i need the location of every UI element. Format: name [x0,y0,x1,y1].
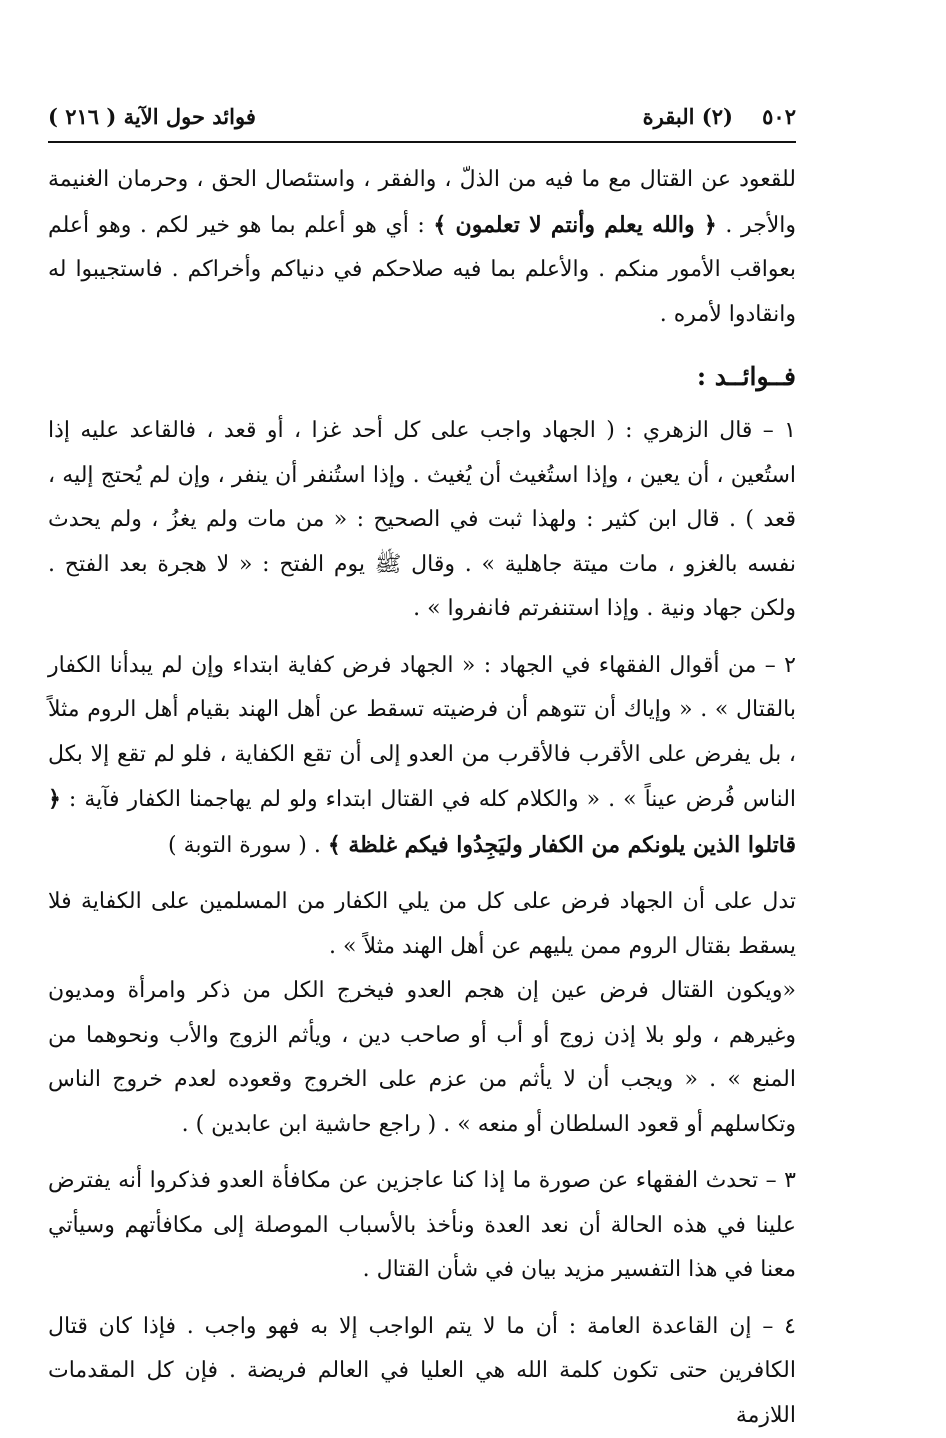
quran-verse-tawba: ﴿ قاتلوا الذين يلونكم من الكفار وليَجِدُوا فيكم غلظة ﴾ [48,786,796,858]
section-heading: فــوائــد : [48,355,796,399]
benefit-3: ٣ – تحدث الفقهاء عن صورة ما إذا كنا عاجزين عن مكافأة العدو فذكروا أنه يفترض علينا في هذه الحالة أن نعد العدة ونأخذ بالأسباب الموصلة إلى مكافأتهم وسيأتي معنا في هذا التفسير مزيد بيان في شأن القتال . [48,1159,796,1293]
benefit-2 [48,644,796,869]
header-divider [48,141,796,143]
quran-verse: ﴿ والله يعلم وأنتم لا تعلمون ﴾ [433,212,716,238]
paragraph-4: «ويكون القتال فرض عين إن هجم العدو فيخرج الكل من ذكر وامرأة ومديون وغيرهم ، ولو بلا إذن زوج أو أب أو صاحب دين ، ويأثم الزوج والأب ونحوهما من المنع » . « ويجب أن لا يأثم من عزم على الخروج وقعوده لعدم خروج الناس وتكاسلهم أو قعود السلطان أو منعه » . ( راجع حاشية ابن عابدين ) . [48,969,796,1147]
intro-text-a: للقعود عن القتال مع ما فيه من الذلّ ، والفقر ، واستئصال الحق ، وحرمان الغنيمة والأجر . [48,167,796,238]
intro-text-b: : أي هو أعلم بما هو خير لكم . وهو أعلم بعواقب الأمور منكم . والأعلم بما فيه صلاحكم في دنياكم وأخراكم . فاستجيبوا له وانقادوا لأمره . [48,213,796,327]
page-number: ٥٠٢ [762,104,796,129]
benefit-2-text-b: . ( سورة التوبة ) [168,833,321,858]
sura-name: (٢) البقرة [643,104,733,129]
page-header [48,96,796,136]
benefit-4: ٤ – إن القاعدة العامة : أن ما لا يتم الواجب إلا به فهو واجب . فإذا كان قتال الكافرين حتى تكون كلمة الله هي العليا في العالم فريضة . فإن كل المقدمات اللازمة [48,1305,796,1438]
intro-paragraph [48,158,796,337]
paragraph-3: تدل على أن الجهاد فرض على كل من يلي الكفار من المسلمين على الكفاية فلا يسقط بقتال الروم ممن يليهم عن أهل الهند مثلاً » . [48,880,796,969]
benefit-2-text-a: ٢ – من أقوال الفقهاء في الجهاد : « الجهاد فرض كفاية ابتداء وإن لم يبدأنا الكفار بالقتال » . « وإياك أن تتوهم أن فرضيته تسقط عن أهل الهند بقيام أهل الروم مثلاً ، بل يفرض على الأقرب فالأقرب من العدو إلى أن تقع الكفاية ، فلو لم تقع إلا بكل الناس فُرض عيناً » . « والكلام كله في القتال ابتداء ولو لم يهاجمنا الكفار فآية : [48,653,796,813]
section-title: فوائد حول الآية ( ٢١٦ ) [48,104,256,129]
page-body [48,158,796,1438]
benefit-1: ١ – قال الزهري : ( الجهاد واجب على كل أحد غزا ، أو قعد ، فالقاعد عليه إذا استُعين ، أن يعين ، وإذا استُغيث أن يُغيث . وإذا استُنفر أن ينفر ، وإن لم يُحتج إليه ، قعد ) . قال ابن كثير : ولهذا ثبت في الصحيح : « من مات ولم يغزُ ، ولم يحدث نفسه بالغزو ، مات ميتة جاهلية » . وقال ﷺ يوم الفتح : « لا هجرة بعد الفتح . ولكن جهاد ونية . وإذا استنفرتم فانفروا » . [48,409,796,632]
header-right [643,104,796,129]
